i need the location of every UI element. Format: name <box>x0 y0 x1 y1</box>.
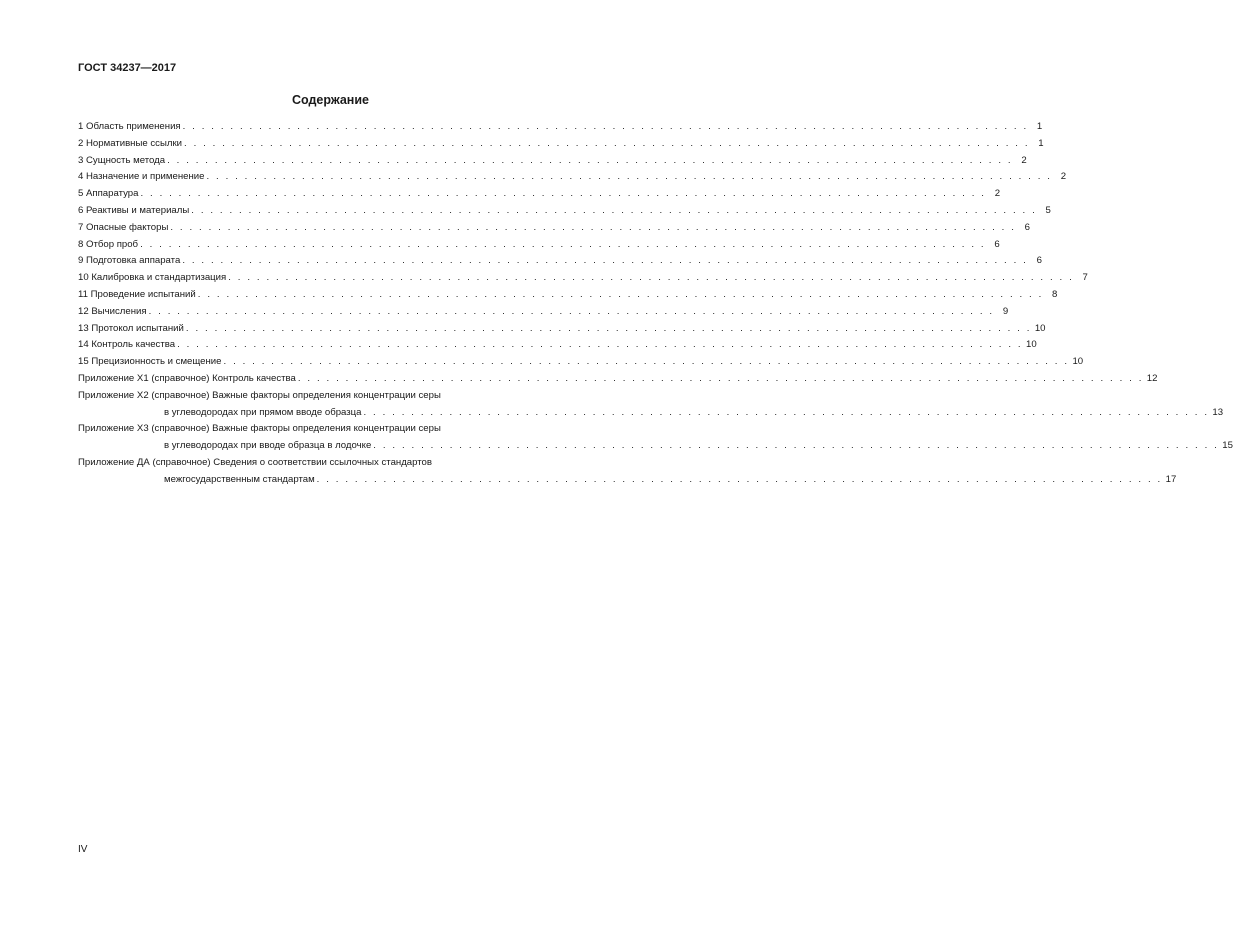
dot-leader: . . . . . . . . . . . . . . . . . . . . . . . . . . . . . . . . . . . . . . . . . . . . . . . . . . . . . . . . . . . . . . . . . . . . . . . . . . . . . . . . . . . . . . . . . <box>363 406 1210 418</box>
toc-entry-title-continued: межгосударственным стандартам <box>164 473 315 485</box>
dot-leader: . . . . . . . . . . . . . . . . . . . . . . . . . . . . . . . . . . . . . . . . . . . . . . . . . . . . . . . . . . . . . . . . . . . . . . . . . . . . . . . . . . . . . . . . . <box>182 255 1028 267</box>
toc-entry-title: 14 Контроль качества <box>78 339 176 351</box>
toc-entry-page: 1 <box>1038 137 1044 149</box>
toc-entry-title: 12 Вычисления <box>78 305 147 317</box>
dot-leader: . . . . . . . . . . . . . . . . . . . . . . . . . . . . . . . . . . . . . . . . . . . . . . . . . . . . . . . . . . . . . . . . . . . . . . . . . . . . . . . . . . . . . . . . . <box>185 322 1032 334</box>
toc-entry[interactable] <box>78 186 1001 203</box>
dot-leader: . . . . . . . . . . . . . . . . . . . . . . . . . . . . . . . . . . . . . . . . . . . . . . . . . . . . . . . . . . . . . . . . . . . . . . . . . . . . . . . . . . . . . . . . . <box>191 204 1037 216</box>
toc-entry[interactable] <box>78 270 1088 287</box>
toc-entry[interactable] <box>78 253 1042 270</box>
toc-entry-page: 13 <box>1212 406 1224 418</box>
toc-entry[interactable] <box>78 169 1067 186</box>
toc-title: Содержание <box>291 93 369 107</box>
dot-leader: . . . . . . . . . . . . . . . . . . . . . . . . . . . . . . . . . . . . . . . . . . . . . . . . . . . . . . . . . . . . . . . . . . . . . . . . . . . . . . . . . . . . . . . . . <box>297 372 1144 384</box>
toc-entry[interactable] <box>78 337 1037 354</box>
table-of-contents <box>78 119 1233 489</box>
dot-leader: . . . . . . . . . . . . . . . . . . . . . . . . . . . . . . . . . . . . . . . . . . . . . . . . . . . . . . . . . . . . . . . . . . . . . . . . . . . . . . . . . . . . . . . . . <box>140 188 987 200</box>
toc-entry-page: 10 <box>1026 339 1037 351</box>
toc-entry-title: Приложение Х3 (справочное) Важные факторы определения концентрации серы <box>78 423 441 435</box>
toc-entry-page: 6 <box>994 238 1000 250</box>
toc-entry[interactable] <box>78 371 1158 388</box>
toc-entry-title: 6 Реактивы и материалы <box>78 204 190 216</box>
toc-entry[interactable] <box>78 455 1177 489</box>
toc-entry-title: 3 Сущность метода <box>78 154 166 166</box>
toc-entry-page: 10 <box>1072 356 1084 368</box>
dot-leader: . . . . . . . . . . . . . . . . . . . . . . . . . . . . . . . . . . . . . . . . . . . . . . . . . . . . . . . . . . . . . . . . . . . . . . . . . . . . . . . . . . . . . . . . . <box>182 121 1029 132</box>
dot-leader: . . . . . . . . . . . . . . . . . . . . . . . . . . . . . . . . . . . . . . . . . . . . . . . . . . . . . . . . . . . . . . . . . . . . . . . . . . . . . . . . . . . . . . . . . <box>316 473 1163 485</box>
toc-entry-page: 9 <box>1002 305 1009 317</box>
toc-entry-page: 2 <box>994 188 1001 200</box>
dot-leader: . . . . . . . . . . . . . . . . . . . . . . . . . . . . . . . . . . . . . . . . . . . . . . . . . . . . . . . . . . . . . . . . . . . . . . . . . . . . . . . . . . . . . . . . . <box>167 154 1013 166</box>
toc-entry-page: 2 <box>1021 154 1027 166</box>
dot-leader: . . . . . . . . . . . . . . . . . . . . . . . . . . . . . . . . . . . . . . . . . . . . . . . . . . . . . . . . . . . . . . . . . . . . . . . . . . . . . . . . . . . . . . . . . <box>177 339 1023 351</box>
toc-entry-page: 8 <box>1052 288 1058 300</box>
toc-entry-title: 15 Прецизионность и смещение <box>78 356 222 368</box>
toc-entry[interactable] <box>78 220 1030 237</box>
toc-entry-page: 1 <box>1036 121 1043 132</box>
toc-entry-title: 1 Область применения <box>78 121 181 132</box>
toc-entry[interactable] <box>78 237 1000 254</box>
toc-entry[interactable] <box>78 388 1224 422</box>
toc-entry[interactable] <box>78 119 1043 136</box>
toc-entry[interactable] <box>78 287 1058 304</box>
dot-leader: . . . . . . . . . . . . . . . . . . . . . . . . . . . . . . . . . . . . . . . . . . . . . . . . . . . . . . . . . . . . . . . . . . . . . . . . . . . . . . . . . . . . . . . . . <box>373 440 1219 452</box>
toc-entry-title: 4 Назначение и применение <box>78 171 205 183</box>
toc-entry-title: Приложение ДА (справочное) Сведения о соответствии ссылочных стандартов <box>78 456 432 468</box>
dot-leader: . . . . . . . . . . . . . . . . . . . . . . . . . . . . . . . . . . . . . . . . . . . . . . . . . . . . . . . . . . . . . . . . . . . . . . . . . . . . . . . . . . . . . . . . . <box>184 137 1030 149</box>
toc-entry-title: 7 Опасные факторы <box>78 221 169 233</box>
toc-entry-page: 17 <box>1165 473 1177 485</box>
toc-entry[interactable] <box>78 354 1084 371</box>
toc-entry-title: 11 Проведение испытаний <box>78 288 196 300</box>
dot-leader: . . . . . . . . . . . . . . . . . . . . . . . . . . . . . . . . . . . . . . . . . . . . . . . . . . . . . . . . . . . . . . . . . . . . . . . . . . . . . . . . . . . . . . . . . <box>228 272 1074 284</box>
toc-entry[interactable] <box>78 304 1009 321</box>
toc-entry[interactable] <box>78 421 1233 455</box>
page-number: IV <box>78 844 88 855</box>
toc-entry-page: 2 <box>1060 171 1067 183</box>
dot-leader: . . . . . . . . . . . . . . . . . . . . . . . . . . . . . . . . . . . . . . . . . . . . . . . . . . . . . . . . . . . . . . . . . . . . . . . . . . . . . . . . . . . . . . . . . <box>197 288 1044 300</box>
toc-entry-page: 5 <box>1045 204 1051 216</box>
toc-entry-title-continued: в углеводородах при вводе образца в лодочке <box>164 440 372 452</box>
toc-entry-page: 12 <box>1146 372 1158 384</box>
dot-leader: . . . . . . . . . . . . . . . . . . . . . . . . . . . . . . . . . . . . . . . . . . . . . . . . . . . . . . . . . . . . . . . . . . . . . . . . . . . . . . . . . . . . . . . . . <box>223 356 1070 368</box>
toc-entry-page: 10 <box>1034 322 1046 334</box>
toc-entry[interactable] <box>78 136 1044 153</box>
dot-leader: . . . . . . . . . . . . . . . . . . . . . . . . . . . . . . . . . . . . . . . . . . . . . . . . . . . . . . . . . . . . . . . . . . . . . . . . . . . . . . . . . . . . . . . . . <box>206 171 1053 183</box>
dot-leader: . . . . . . . . . . . . . . . . . . . . . . . . . . . . . . . . . . . . . . . . . . . . . . . . . . . . . . . . . . . . . . . . . . . . . . . . . . . . . . . . . . . . . . . . . <box>148 305 995 317</box>
toc-entry-page: 6 <box>1024 221 1030 233</box>
toc-entry[interactable] <box>78 321 1046 338</box>
toc-entry-title: 13 Протокол испытаний <box>78 322 184 334</box>
toc-entry-title-continued: в углеводородах при прямом вводе образца <box>164 406 362 418</box>
toc-entry-title: 9 Подготовка аппарата <box>78 255 181 267</box>
toc-entry[interactable] <box>78 153 1027 170</box>
toc-entry-title: 8 Отбор проб <box>78 238 139 250</box>
toc-entry-page: 7 <box>1082 272 1088 284</box>
toc-entry-title: 2 Нормативные ссылки <box>78 137 183 149</box>
toc-entry-title: Приложение Х1 (справочное) Контроль качества <box>78 372 296 384</box>
toc-entry-title: 10 Калибровка и стандартизация <box>78 272 227 284</box>
document-standard-header: ГОСТ 34237—2017 <box>78 62 177 74</box>
dot-leader: . . . . . . . . . . . . . . . . . . . . . . . . . . . . . . . . . . . . . . . . . . . . . . . . . . . . . . . . . . . . . . . . . . . . . . . . . . . . . . . . . . . . . . . . . <box>170 221 1016 233</box>
toc-entry[interactable] <box>78 203 1051 220</box>
dot-leader: . . . . . . . . . . . . . . . . . . . . . . . . . . . . . . . . . . . . . . . . . . . . . . . . . . . . . . . . . . . . . . . . . . . . . . . . . . . . . . . . . . . . . . . . . <box>140 238 986 250</box>
toc-entry-page: 6 <box>1036 255 1042 267</box>
toc-entry-title: 5 Аппаратура <box>78 188 139 200</box>
toc-entry-page: 15 <box>1222 440 1233 452</box>
toc-entry-title: Приложение Х2 (справочное) Важные факторы определения концентрации серы <box>78 389 441 401</box>
